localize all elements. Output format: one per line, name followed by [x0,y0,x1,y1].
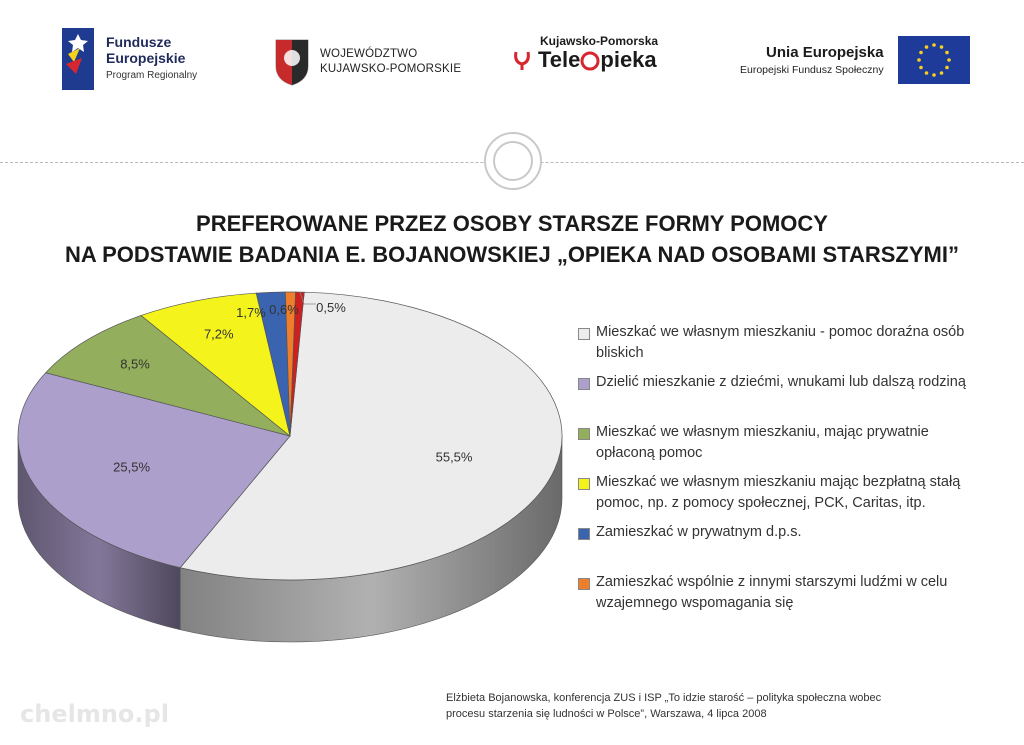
legend-label: Zamieszkać wspólnie z innymi starszymi ludźmi w celu wzajemnego wspomagania się [596,574,948,611]
legend-item [578,522,801,543]
data-label-6: 0,5% [316,300,346,315]
data-label-1: 25,5% [113,459,151,475]
legend-item [578,572,947,614]
eu-flag-icon [898,36,970,84]
legend-swatch [578,478,590,490]
legend-swatch [578,378,590,390]
data-label-3: 7,2% [203,326,234,342]
wojewodztwo-logo [274,38,461,86]
heart-circle-icon [580,49,600,71]
watermark: chelmno.pl [20,700,169,728]
fe-sub: Program Regionalny [106,70,198,81]
data-label-2: 8,5% [120,356,150,372]
legend-label: Zamieszkać w prywatnym d.p.s. [596,524,802,540]
teleopieka-logo [512,34,658,72]
data-label-0: 55,5% [435,449,473,465]
legend-item [578,372,966,393]
ue-sub: Europejski Fundusz Społeczny [740,64,884,76]
tele-top: Kujawsko-Pomorska [540,34,659,48]
data-label-4: 1,7% [236,305,266,320]
legend-swatch [578,328,590,340]
legend-label: Mieszkać we własnym mieszkaniu, mając prywatnie opłaconą pomoc [596,424,929,461]
legend-label: Mieszkać we własnym mieszkaniu - pomoc doraźna osób bliskich [596,324,965,361]
source-line1: Elżbieta Bojanowska, konferencja ZUS i ISP „To idzie starość – polityka społeczna wobec [446,692,882,704]
legend-swatch [578,578,590,590]
legend-item [578,422,929,464]
chart-title-line2: NA PODSTAWIE BADANIA E. BOJANOWSKIEJ „OPIEKA NAD OSOBAMI STARSZYMI” [65,242,959,267]
fundusze-europejskie-logo [62,28,197,90]
legend-item [578,472,960,514]
legend-label: Mieszkać we własnym mieszkaniu mając bezpłatną stałą pomoc, np. z pomocy społecznej, PCK, Caritas, itp. [596,474,961,511]
unia-europejska-logo [740,36,970,84]
fe-line1: Fundusze [106,34,172,50]
divider-circle-ornament [484,132,542,190]
source-note [446,690,926,722]
stethoscope-icon [512,48,538,72]
legend-swatch [578,428,590,440]
fe-line2: Europejskie [106,50,186,66]
chart-title-line1: PREFEROWANE PRZEZ OSOBY STARSZE FORMY POMOCY [196,211,828,236]
data-label-5: 0,6% [269,302,299,317]
coat-of-arms-icon [274,38,310,86]
tele-part-a: Tele [538,47,581,72]
source-line2: procesu starzenia się ludności w Polsce”, Warszawa, 4 lipca 2008 [446,708,767,720]
legend-label: Dzielić mieszkanie z dziećmi, wnukami lub dalszą rodziną [596,374,966,390]
pie-chart [0,290,580,660]
woj-line1: WOJEWÓDZTWO [320,48,418,60]
fe-star-icon [62,28,94,90]
legend-swatch [578,528,590,540]
ue-title: Unia Europejska [766,44,884,61]
tele-part-b: pieka [600,47,657,72]
woj-line2: KUJAWSKO-POMORSKIE [320,63,462,75]
legend-item [578,322,964,364]
